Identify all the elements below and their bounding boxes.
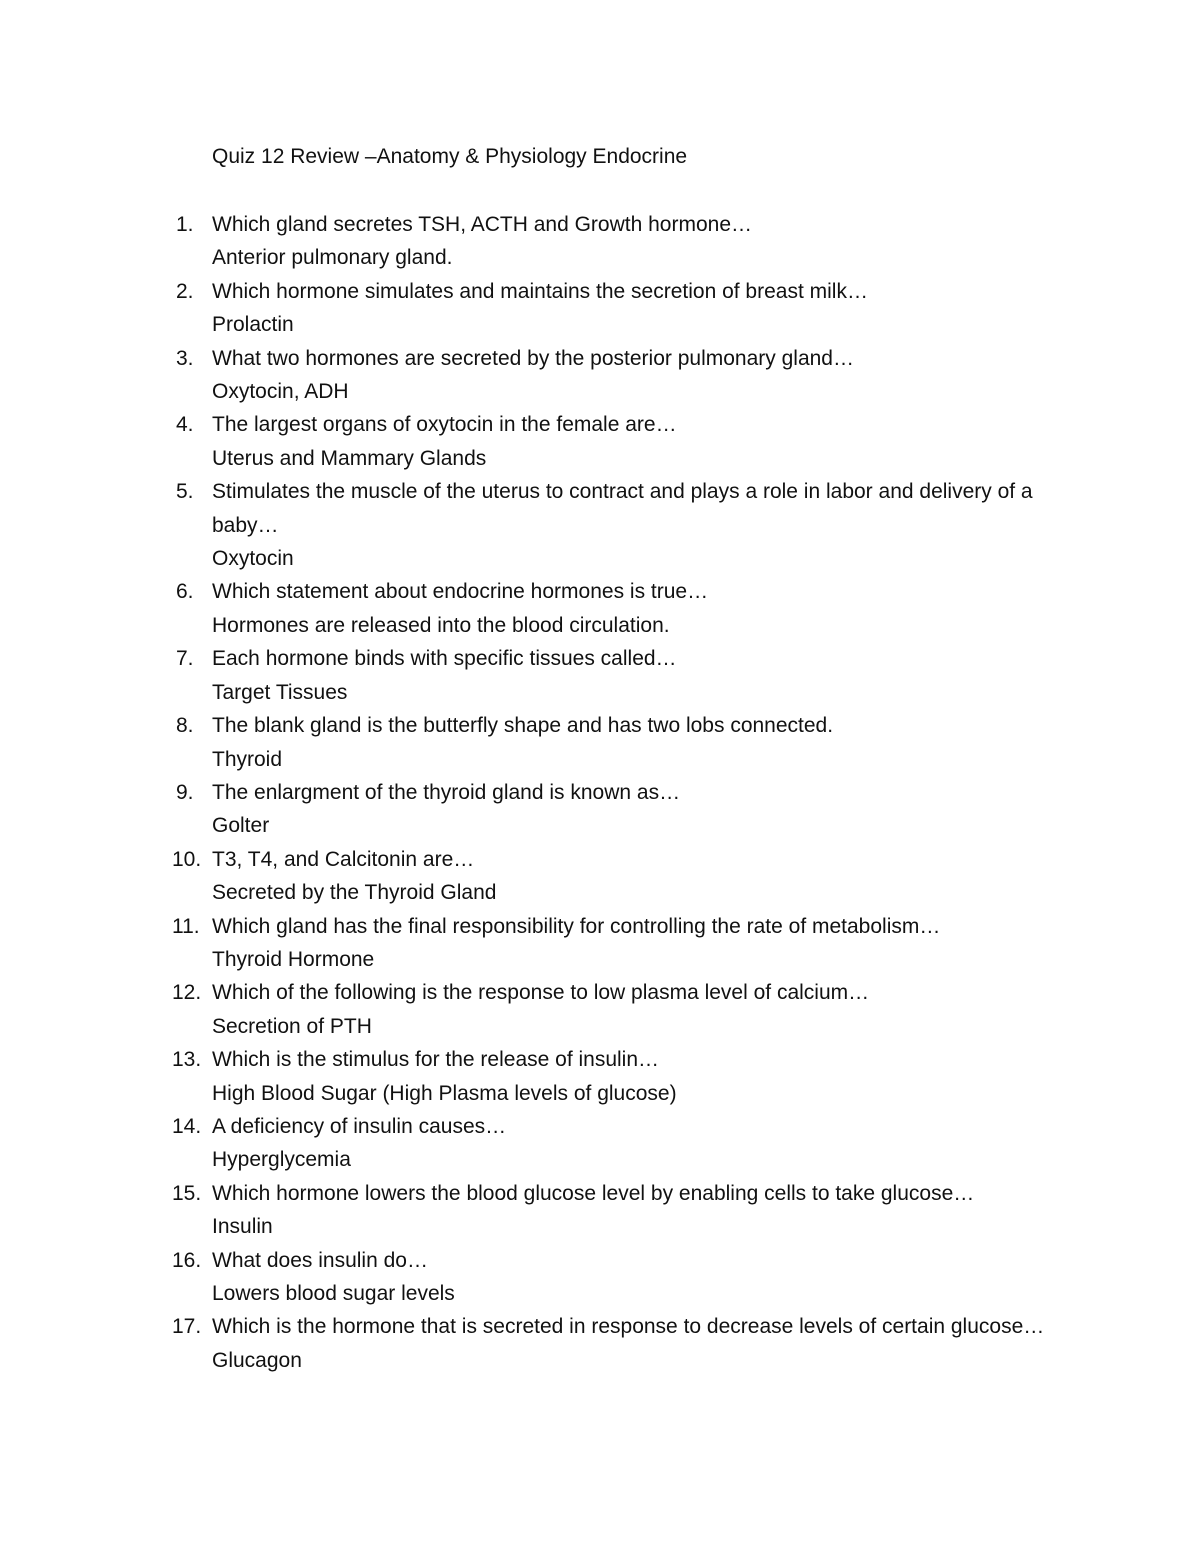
answer-text: Golter [212,814,270,838]
list-item [172,709,1072,776]
question-text: Stimulates the muscle of the uterus to contract and plays a role in labor and delivery of a baby… [212,480,1033,537]
item-number: 5. [176,480,194,504]
item-number: 4. [176,413,194,437]
answer-text: High Blood Sugar (High Plasma levels of glucose) [212,1081,677,1105]
item-number: 8. [176,714,194,738]
question-text: A deficiency of insulin causes… [212,1114,507,1138]
item-number: 12. [172,981,202,1005]
answer-text: Insulin [212,1215,273,1239]
list-item [172,1110,1072,1177]
list-item [172,575,1072,642]
document-title: Quiz 12 Review –Anatomy & Physiology Endocrine [212,145,688,168]
question-text: Which of the following is the response to low plasma level of calcium… [212,981,870,1005]
question-text: Which hormone lowers the blood glucose level by enabling cells to take glucose… [212,1181,975,1205]
list-item [172,1177,1072,1244]
question-text: The enlargment of the thyroid gland is known as… [212,780,681,804]
item-number: 6. [176,580,194,604]
answer-text: Uterus and Mammary Glands [212,446,487,470]
list-item [172,275,1072,342]
question-text: Which hormone simulates and maintains the secretion of breast milk… [212,279,868,303]
answer-text: Prolactin [212,313,294,337]
list-item [172,976,1072,1043]
question-text: What does insulin do… [212,1248,428,1272]
list-item [172,910,1072,977]
question-text: Which statement about endocrine hormones is true… [212,580,709,604]
answer-text: Hormones are released into the blood circulation. [212,613,670,637]
question-text: Which is the stimulus for the release of insulin… [212,1048,660,1072]
answer-text: Thyroid [212,747,283,771]
question-text: Which is the hormone that is secreted in response to decrease levels of certain glucose… [212,1315,1045,1339]
answer-text: Oxytocin [212,547,294,571]
item-number: 11. [172,914,200,938]
list-item [172,208,1072,275]
item-number: 17. [172,1315,202,1339]
item-number: 10. [172,847,202,871]
answer-text: Secretion of PTH [212,1014,372,1038]
item-number: 3. [176,346,194,370]
item-number: 9. [176,780,194,804]
item-number: 1. [176,213,194,236]
question-text: What two hormones are secreted by the posterior pulmonary gland… [212,346,854,370]
item-number: 14. [172,1114,202,1138]
list-item [172,843,1072,910]
list-item [172,642,1072,709]
item-number: 13. [172,1048,202,1072]
answer-text: Target Tissues [212,680,348,704]
list-item [172,1244,1072,1311]
question-text: Each hormone binds with specific tissues called… [212,647,677,671]
answer-text: Lowers blood sugar levels [212,1282,455,1305]
question-text: Which gland has the final responsibility for controlling the rate of metabolism… [212,914,941,938]
list-item [172,475,1072,575]
question-text: T3, T4, and Calcitonin are… [212,847,475,871]
answer-text: Anterior pulmonary gland. [212,246,453,270]
list-item [172,408,1072,475]
answer-text: Oxytocin, ADH [212,380,349,404]
item-number: 7. [176,647,194,671]
list-item [172,1043,1072,1110]
question-text: Which gland secretes TSH, ACTH and Growth hormone… [212,213,753,236]
answer-text: Secreted by the Thyroid Gland [212,881,497,905]
item-number: 15. [172,1181,202,1205]
list-item [172,1310,1072,1377]
list-item [172,342,1072,409]
list-item [172,776,1072,843]
question-list [172,208,1072,1377]
answer-text: Glucagon [212,1348,302,1372]
answer-text: Thyroid Hormone [212,947,375,971]
answer-text: Hyperglycemia [212,1148,351,1172]
question-text: The blank gland is the butterfly shape and has two lobs connected. [212,714,834,738]
item-number: 16. [172,1248,202,1272]
question-text: The largest organs of oxytocin in the female are… [212,413,677,437]
item-number: 2. [176,279,194,303]
